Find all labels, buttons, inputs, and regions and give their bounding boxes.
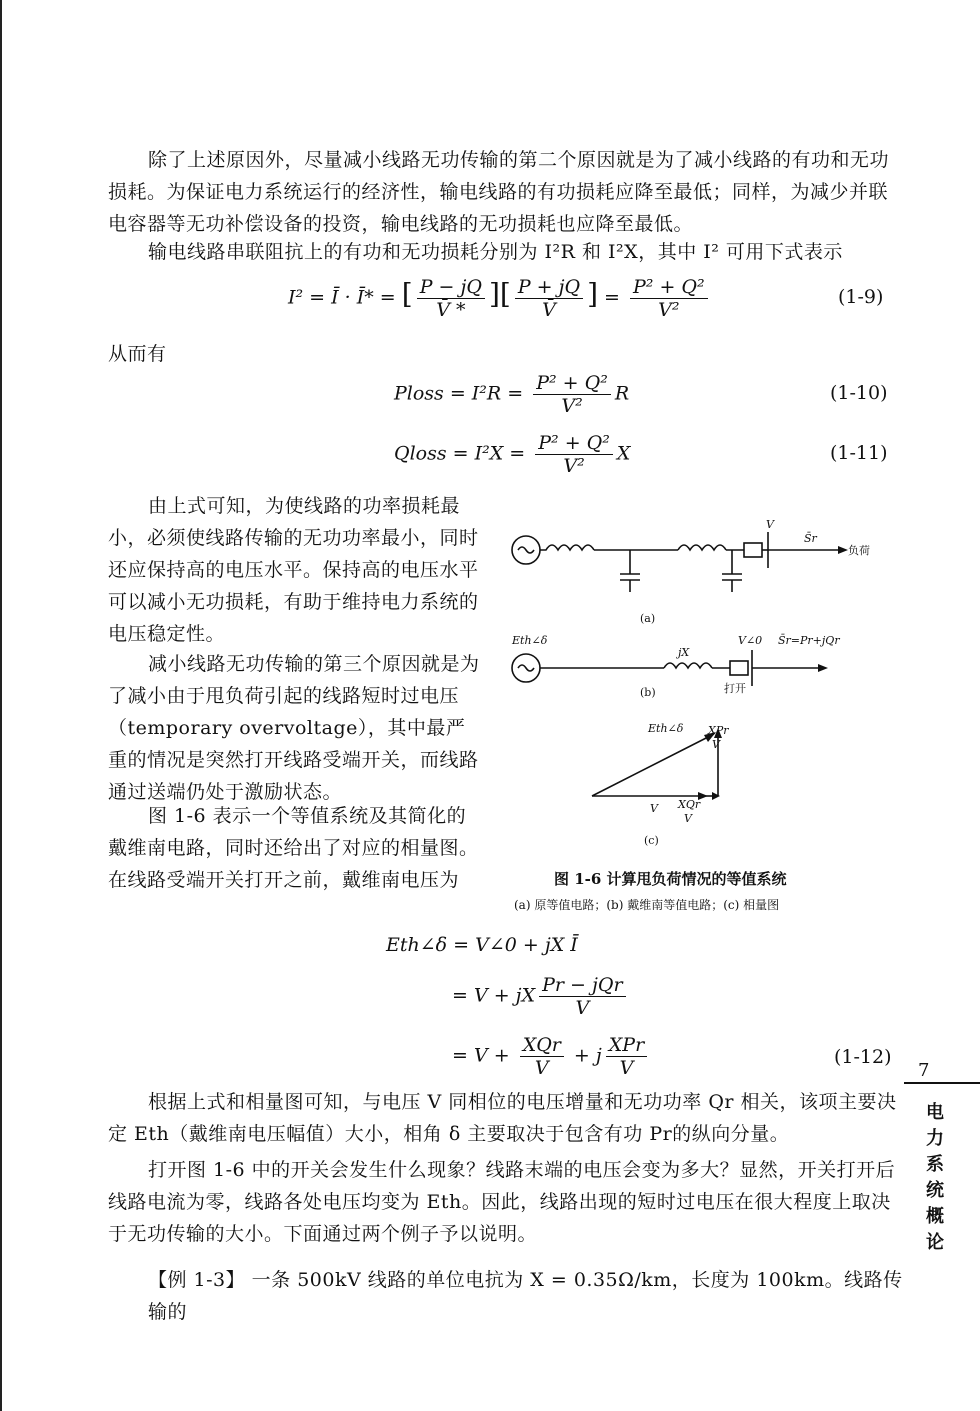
eq12c-lhs: = V + [452, 1044, 516, 1067]
side-label-char-6: 论 [926, 1232, 944, 1253]
equation-1-12-line3 [452, 1034, 651, 1079]
fig-b-tag: (b) [640, 686, 656, 699]
fig-b-label-v: V∠0 [738, 634, 763, 647]
fig-b-arrow [818, 664, 828, 672]
fig-b-breaker [730, 661, 748, 675]
fig-a-source-tilde [518, 547, 534, 553]
figure-subcaption: (a) 原等值电路；(b) 戴维南等值电路；(c) 相量图 [514, 898, 780, 912]
page-number-rule [904, 1082, 980, 1084]
eq11-den: V² [563, 455, 585, 477]
fig-b-label-jx: jX [678, 646, 690, 659]
paragraph-6: 图 1-6 表示一个等值系统及其简化的戴维南电路，同时还给出了对应的相量图。在线路受端开关打开之前，戴维南电压为 [108, 805, 479, 891]
eq10-tail: R [614, 382, 630, 405]
side-label-char-4: 统 [926, 1180, 944, 1201]
page-number: 7 [918, 1060, 930, 1081]
eq12c-num2: XPr [606, 1034, 647, 1057]
paragraph-5: 减小线路无功传输的第三个原因就是为了减小由于甩负荷引起的线路短时过电压（temporary overvoltage），其中最严重的情况是突然打开线路受端开关，而线路通过送端仍处于激励状态。 [108, 653, 480, 803]
eq9-den3: V² [658, 299, 680, 321]
eq9-num3: P² + Q² [630, 276, 708, 299]
paragraph-1: 除了上述原因外，尽量减小线路无功传输的第二个原因就是为了减小线路的有功和无功损耗。为保证电力系统运行的经济性，输电线路的有功损耗应降至最低；同样，为减少并联电容器等无功补偿设备的投资，输电线路的无功损耗也应降至最低。 [108, 149, 890, 235]
fig-c-label-xq: XQr [678, 798, 701, 811]
fig-c-label-v: V [650, 802, 658, 815]
paragraph-4: 由上式可知，为使线路的功率损耗最小，必须使线路传输的无功功率最小，同时还应保持高的电压水平。保持高的电压水平可以减小无功损耗，有助于维持电力系统的电压稳定性。 [108, 495, 479, 645]
fig-a-label-load: 负荷 [848, 544, 870, 557]
fig-c-label-e: Eth∠δ [648, 722, 684, 735]
paragraph-9: 【例 1-3】 一条 500kV 线路的单位电抗为 X = 0.35Ω/km，长度为 100km。线路传输的 [148, 1269, 903, 1323]
equation-1-10 [394, 372, 629, 417]
side-label-char-5: 概 [926, 1206, 944, 1227]
equation-number-1-12: (1-12) [834, 1046, 892, 1068]
equation-number-1-9: (1-9) [838, 286, 884, 308]
paragraph-2: 输电线路串联阻抗上的有功和无功损耗分别为 I²R 和 I²X，其中 I² 可用下式表示 [148, 241, 843, 263]
equation-number-1-11: (1-11) [830, 442, 888, 464]
eq12c-mid: + j [567, 1044, 602, 1067]
equation-1-12-line1: Eth∠δ = V∠0 + jX Ī [386, 934, 578, 956]
equation-number-1-10: (1-10) [830, 382, 888, 404]
fig-c-label-xq-den: V [684, 812, 692, 825]
eq12b-lhs: = V + jX [452, 984, 536, 1007]
equation-1-11 [394, 432, 630, 477]
page-border [0, 0, 2, 1411]
fig-b-label-e: Eth∠δ [512, 634, 548, 647]
fig-a-inductor-2 [678, 545, 726, 550]
figure-caption: 图 1-6 计算甩负荷情况的等值系统 [554, 870, 787, 888]
eq9-lhs: I² = Ī · Ī* = [288, 286, 402, 309]
fig-a-arrow-load [838, 546, 848, 554]
eq12b-num: Pr − jQr [539, 974, 625, 997]
side-label-char-3: 系 [926, 1154, 944, 1175]
eq10-den: V² [561, 395, 583, 417]
fig-c-label-xp-den: V [712, 738, 720, 751]
fig-c-vector-eth [592, 734, 714, 796]
fig-a-inductor-1 [540, 545, 594, 550]
side-label-char-2: 力 [926, 1128, 944, 1149]
eq11-lhs: Qloss = I²X = [394, 442, 532, 465]
eq12c-num1: XQr [520, 1034, 564, 1057]
fig-b-label-s: S̄r=Pr+jQr [778, 634, 840, 647]
eq9-num2: P + jQ [515, 276, 583, 299]
fig-a-label-s: S̄r [804, 532, 817, 545]
eq12c-den1: V [534, 1057, 549, 1079]
eq11-num: P² + Q² [535, 432, 613, 455]
fig-a-breaker [744, 543, 762, 557]
eq9-den1: V̄ * [436, 299, 466, 321]
paragraph-8: 打开图 1-6 中的开关会发生什么现象？线路末端的电压会变为多大？显然，开关打开后线路电流为零，线路各处电压均变为 Eth。因此，线路出现的短时过电压在很大程度上取决于无功传输的大小。下面通过两个例子予以说明。 [108, 1159, 896, 1245]
fig-b-inductor [664, 663, 712, 668]
eq9-den2: V̄ [542, 299, 556, 321]
eq9-equals: = [598, 286, 627, 309]
fig-b-source-tilde [518, 665, 534, 671]
equation-1-12-line2 [452, 974, 630, 1019]
eq12b-den: V [575, 997, 590, 1019]
eq10-lhs: Ploss = I²R = [394, 382, 530, 405]
paragraph-3: 从而有 [108, 343, 167, 365]
eq10-num: P² + Q² [533, 372, 611, 395]
fig-c-tag: (c) [644, 834, 659, 847]
equation-1-9: I² = Ī · Ī* = [ $\frac{P - jQ}{V̄ *}$ ][ $\frac{P + jQ}{V̄}$ ] = $\frac{\text{P² + Q²}}{\text{V²}}$ [288, 276, 712, 321]
fig-a-tag: (a) [640, 612, 656, 625]
fig-b-label-open: 打开 [724, 682, 746, 695]
eq9-num1: P − jQ [417, 276, 485, 299]
fig-c-label-xp: XPr [708, 724, 729, 737]
figure-1-6 [498, 510, 878, 870]
paragraph-7: 根据上式和相量图可知，与电压 V 同相位的电压增量和无功功率 Qr 相关，该项主要决定 Eth（戴维南电压幅值）大小，相角 δ 主要取决于包含有功 Pr的纵向分量。 [108, 1091, 897, 1145]
eq11-tail: X [616, 442, 631, 465]
eq12c-den2: V [619, 1057, 634, 1079]
side-label-char-1: 电 [926, 1102, 944, 1123]
fig-a-label-v: V [766, 518, 774, 531]
